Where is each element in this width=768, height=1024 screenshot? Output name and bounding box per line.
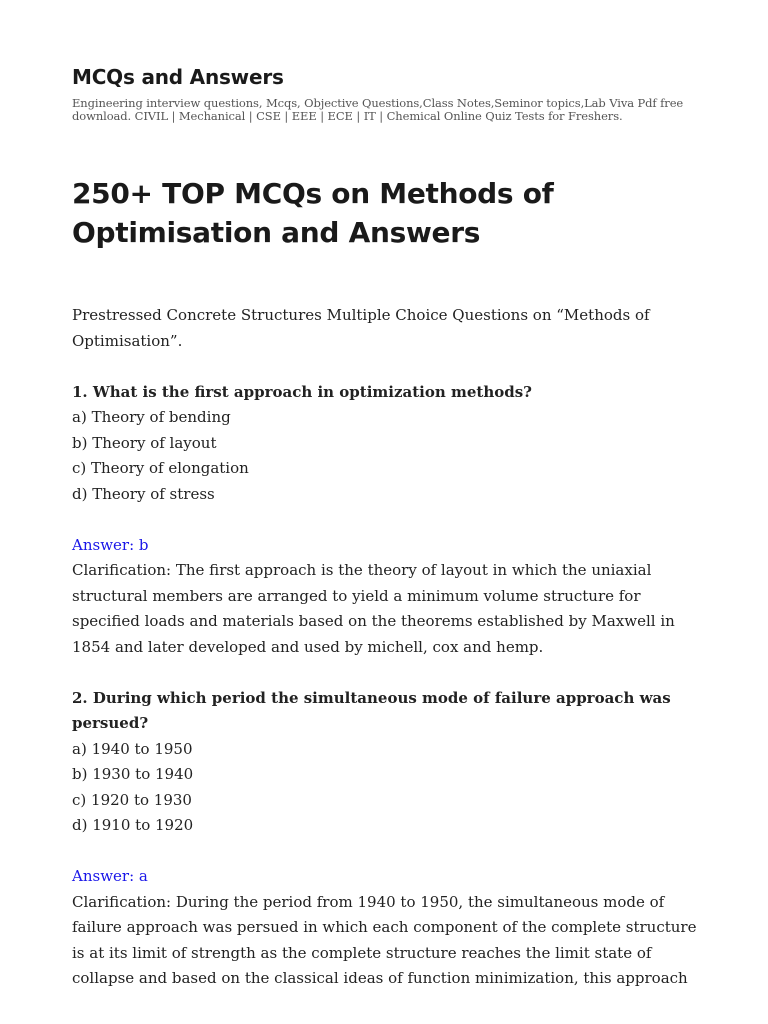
- option-a: a) 1940 to 1950: [72, 739, 193, 758]
- answer-toggle[interactable]: Answer: a: [72, 867, 148, 885]
- option-d: d) Theory of stress: [72, 484, 215, 503]
- question-block-2: [72, 686, 702, 839]
- option-c: c) Theory of elongation: [72, 459, 249, 477]
- page: [72, 62, 702, 1017]
- post-content: [72, 303, 702, 992]
- question-text: 1. What is the first approach in optimization methods?: [72, 382, 532, 401]
- option-b: b) Theory of layout: [72, 433, 217, 452]
- option-c: c) 1920 to 1930: [72, 790, 192, 809]
- option-b: b) 1930 to 1940: [72, 765, 194, 783]
- question-text: 2. During which period the simultaneous mode of failure approach was persued?: [72, 688, 671, 732]
- site-title-link[interactable]: MCQs and Answers: [72, 65, 284, 89]
- answer-block-2: [72, 864, 702, 992]
- option-a: a) Theory of bending: [72, 408, 231, 426]
- post-intro: Prestressed Concrete Structures Multiple Choice Questions on “Methods of Optimisation”.: [72, 306, 650, 350]
- site-header: [72, 62, 702, 123]
- answer-toggle[interactable]: Answer: b: [72, 535, 149, 554]
- post-title: 250+ TOP MCQs on Methods of Optimisation and Answers: [72, 177, 554, 249]
- question-block-1: [72, 380, 702, 508]
- clarification-text: Clarification: The first approach is the theory of layout in which the uniaxial structural members are arranged to yield a minimum volume structure for specified loads and materials based on the theorems established by Maxwell in 1854 and later developed and used by michell, cox and hemp.: [72, 561, 675, 656]
- answer-block-1: [72, 533, 702, 661]
- site-description: Engineering interview questions, Mcqs, Objective Questions,Class Notes,Seminor topics,Lab Viva Pdf free download. CIVIL | Mechanical | CSE | EEE | ECE | IT | Chemical Online Quiz Tests for Freshers.: [72, 96, 684, 123]
- option-d: d) 1910 to 1920: [72, 816, 194, 834]
- clarification-text: Clarification: During the period from 1940 to 1950, the simultaneous mode of failure approach was persued in which each component of the complete structure is at its limit of strength as the complete structure reaches the limit state of collapse and based on the classical ideas of function minimization, this approach: [72, 892, 697, 987]
